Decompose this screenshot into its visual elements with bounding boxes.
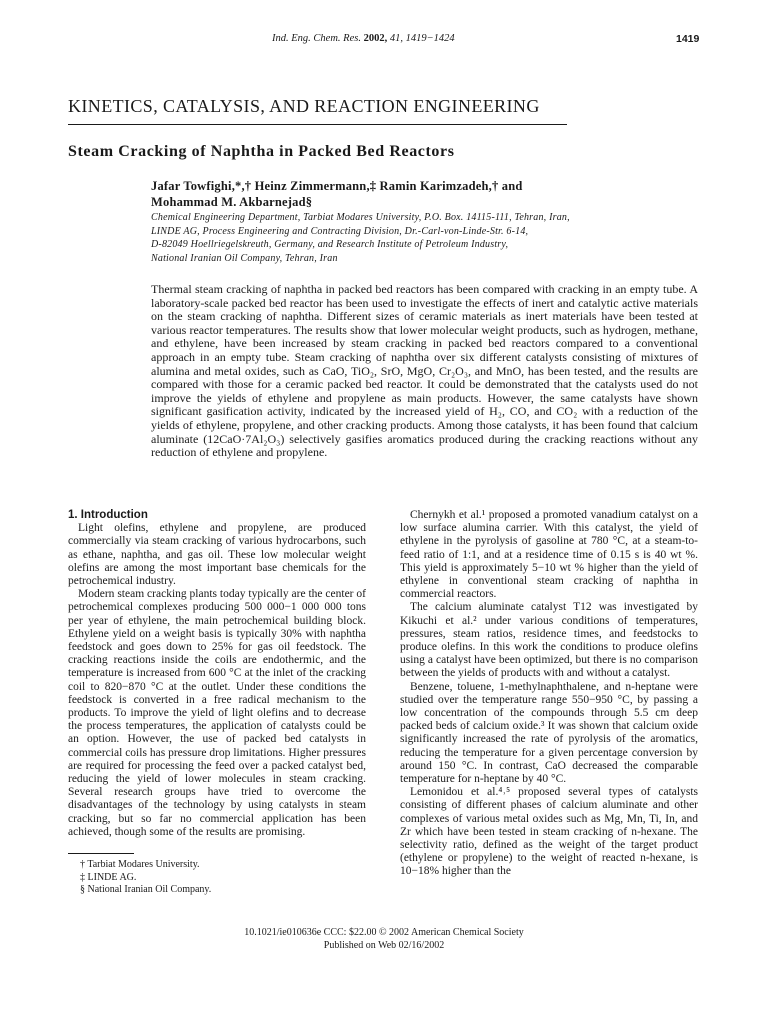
body-paragraph: The calcium aluminate catalyst T12 was investigated by Kikuchi et al.² under various conditions of temperatures, pressures, steam ratios, residence times, and feedstocks to produce olefins. In this work the conditions to produce olefins using a catalyst have been optimized, but there is no comparison between the yields of products with and without a catalyst. [400,601,698,680]
column-left [68,509,366,839]
section-heading-introduction: 1. Introduction [68,509,148,521]
article-title: Steam Cracking of Naphtha in Packed Bed Reactors [68,143,455,160]
affiliation-line: LINDE AG, Process Engineering and Contracting Division, Dr.-Carl-von-Linde-Str. 6-14, [151,225,529,237]
body-paragraph: Benzene, toluene, 1-methylnaphthalene, and n-heptane were studied over the temperature range 550−950 °C, by passing a low concentration of the compounds through 5.5 cm deep packed beds of calcium oxide.³ It was shown that calcium oxide significantly increased the rate of pyrolysis of the aromatics, reducing the temperature for a given percentage conversion by around 150 °C. In contrast, CaO decreased the comparable temperature for n-heptane by 40 °C. [400,680,698,786]
footnote: † Tarbiat Modares University. [80,859,200,870]
body-paragraph: Chernykh et al.¹ proposed a promoted vanadium catalyst on a low surface alumina carrier. With this catalyst, the yield of ethylene in the pyrolysis of gasoline at 780 °C, at a steam-to-feed ratio of 1:1, and at a residence time of 0.15 s is 40 wt %. This yield is approximately 5−10 wt % higher than the yield of ethylene in conventional steam cracking of naphtha in commercial reactors. [400,509,698,601]
column-right [400,509,698,879]
footnotes [68,853,366,897]
affiliation-line: D-82049 Hoellriegelskreuth, Germany, and Research Institute of Petroleum Industry, [151,239,509,251]
publication-info [0,927,768,952]
section-banner: KINETICS, CATALYSIS, AND REACTION ENGINEERING [68,96,567,125]
body-paragraph: Lemonidou et al.⁴˒⁵ proposed several types of catalysts consisting of different phases of calcium aluminate and other complexes of various metal oxides such as Mg, Mn, Ti, In, and Zr which have been tested in steam cracking of n-hexane. The selectivity ratio, defined as the weight of the target product (ethylene or propylene) to the weight of reacted n-hexane, is 10−18% higher than the [400,786,698,878]
author-line-1: Jafar Towfighi,*,† Heinz Zimmermann,‡ Ramin Karimzadeh,† and [151,179,523,193]
journal-citation: Ind. Eng. Chem. Res. 2002, 41, 1419−1424 [272,33,455,44]
author-list [151,178,711,210]
affiliation-line: Chemical Engineering Department, Tarbiat Modares University, P.O. Box. 14115-111, Tehran, Iran, [151,212,570,223]
affiliations [151,211,711,265]
body-paragraph: Modern steam cracking plants today typically are the center of petrochemical complexes producing 500 000−1 000 000 tons per year of ethylene, the main petrochemical building block. Ethylene yield on a weight basis is typically 30% with naphtha feedstock and goes down to 25% for gas oil feedstock. The cracking reactions inside the coils are endothermic, and the temperature is increased from 600 °C at the inlet of the cracking coil to 820−870 °C at the outlet. Under these conditions the feedstock is converted in a free radical mechanism to the products. To improve the yield of light olefins and to decrease the process temperatures, the application of catalysts could be an option. However, the use of packed bed catalysts in commercial coils has pressure drop limitations. Higher pressures are required for processing the feed over a packed catalyst bed, reducing the yield of lower molecules in steam cracking. Several research groups have tried to overcome the disadvantages of the technology by using catalysts in steam cracking, but so far no commercial application has been achieved, though some of the results are promising. [68,588,366,838]
affiliation-line: National Iranian Oil Company, Tehran, Iran [151,252,338,264]
footnote: ‡ LINDE AG. [80,871,137,883]
abstract: Thermal steam cracking of naphtha in packed bed reactors has been compared with cracking in an empty tube. A laboratory-scale packed bed reactor has been used to investigate the effects of inert and catalytic active materials on the steam cracking of naphtha. Different sizes of ceramic materials as inert materials have been tested at various reactor temperatures. The results show that lower molecular weight products, such as hydrogen, methane, and ethylene, have been increased by steam cracking in packed bed reactors compared to a conventional approach in an empty tube. Steam cracking of naphtha over six different catalysts consisting of mixtures of alumina and metal oxides, such as CaO, TiO₂, SrO, MgO, Cr₂O₃, and MnO, has been tested, and the results are compared with those for a ceramic packed bed reactor. It could be demonstrated that the catalysts used do not improve the yields of ethylene and propylene as main products. However, the same catalysts have shown significant gasification activity, indicated by the increased yield of H₂, CO, and CO₂ with a reduction of the yields of ethylene, propylene, and other cracking products. Among those catalysts, it has been found that calcium aluminate (12CaO·7Al₂O₃) selectively gasifies aromatics produced during the cracking reactions without any reduction of ethylene and propylene. [151,282,698,460]
author-line-2: Mohammad M. Akbarnejad§ [151,195,313,209]
doi-copyright: 10.1021/ie010636e CCC: $22.00 © 2002 American Chemical Society [244,927,524,938]
publication-date: Published on Web 02/16/2002 [323,939,445,951]
footnote: § National Iranian Oil Company. [80,884,212,895]
footnote-divider [68,853,134,854]
body-paragraph: Light olefins, ethylene and propylene, are produced commercially via steam cracking of various hydrocarbons, such as ethane, naphtha, and gas oil. These low molecular weight olefins are among the most important base chemicals for the petrochemical industry. [68,522,366,588]
page-number: 1419 [676,33,700,45]
